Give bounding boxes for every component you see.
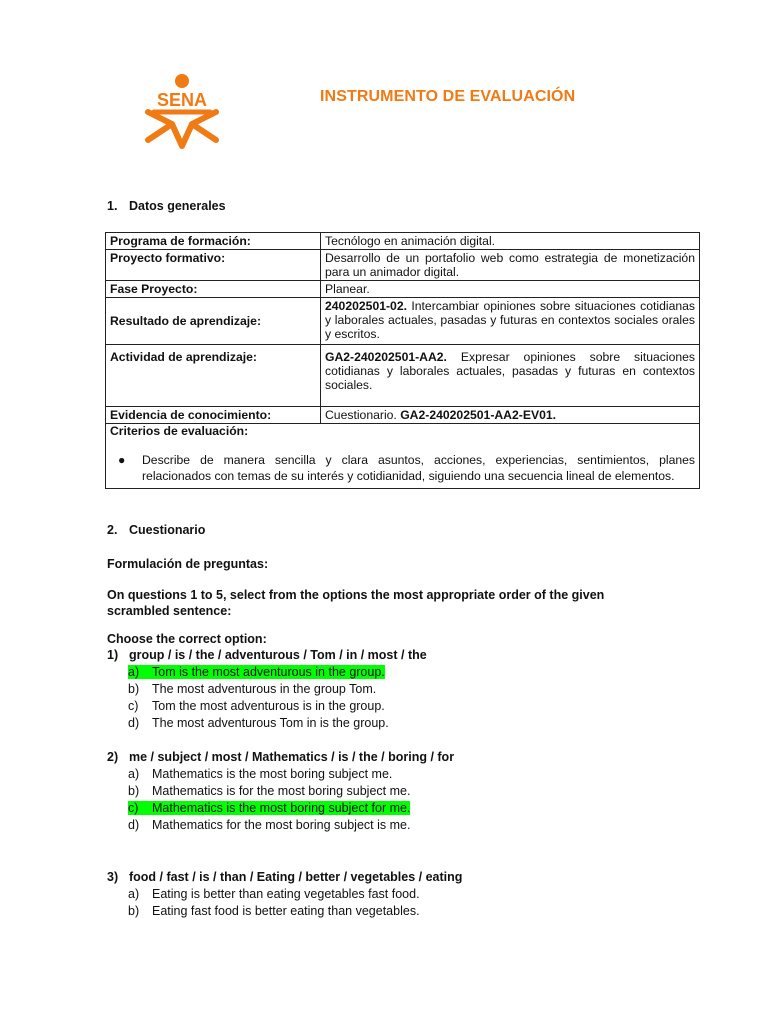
table-row	[106, 233, 700, 250]
criterios-list	[110, 452, 695, 484]
resultado-value: Intercambiar opiniones sobre situaciones cotidianas y laborales actuales, pasadas y futuras en contextos sociales orales y escritos.	[325, 299, 695, 341]
section-heading-cuestionario	[107, 523, 205, 537]
option-a[interactable]	[128, 766, 454, 783]
option-letter: c)	[128, 801, 139, 815]
choose-heading: Choose the correct option:	[107, 632, 267, 646]
option-text: Tom the most adventurous is in the group.	[152, 699, 385, 713]
option-text: Eating is better than eating vegetables fast food.	[152, 887, 420, 901]
table-row	[106, 407, 700, 424]
document-title: INSTRUMENTO DE EVALUACIÓN	[320, 88, 576, 105]
criterios-label: Criterios de evaluación:	[110, 424, 249, 438]
evidencia-cell	[321, 407, 700, 424]
option-a[interactable]	[128, 886, 462, 903]
resultado-code: 240202501-02.	[325, 299, 408, 313]
option-text: The most adventurous in the group Tom.	[152, 682, 377, 696]
option-b[interactable]	[128, 681, 427, 698]
option-letter: c)	[128, 699, 139, 713]
options-list	[107, 886, 462, 920]
proyecto-label: Proyecto formativo:	[106, 250, 321, 281]
table-row	[106, 345, 700, 407]
option-letter: a)	[128, 665, 140, 679]
question-1	[107, 647, 427, 732]
table-row	[106, 250, 700, 281]
option-letter: b)	[128, 682, 140, 696]
options-list	[107, 664, 427, 732]
question-text: group / is / the / adventurous / Tom / in / most / the	[129, 648, 427, 662]
programa-value: Tecnólogo en animación digital.	[321, 233, 700, 250]
datos-generales-table	[105, 232, 700, 489]
criterios-cell	[106, 424, 700, 489]
sena-logo-text: SENA	[156, 90, 208, 110]
evidencia-code: GA2-240202501-AA2-EV01.	[400, 408, 557, 422]
question-number: 2)	[107, 750, 119, 764]
fase-label: Fase Proyecto:	[106, 281, 321, 298]
bullet-icon: ●	[118, 453, 126, 467]
question-2	[107, 749, 454, 834]
proyecto-value: Desarrollo de un portafolio web como estrategia de monetización para un animador digital.	[321, 250, 700, 281]
section-number: 1.	[107, 199, 118, 213]
option-text: The most adventurous Tom in is the group.	[152, 716, 389, 730]
option-letter: b)	[128, 784, 140, 798]
actividad-code: GA2-240202501-AA2.	[325, 350, 447, 364]
answer-highlight	[128, 801, 410, 815]
formulacion-heading: Formulación de preguntas:	[107, 557, 269, 571]
evidencia-label: Evidencia de conocimiento:	[106, 407, 321, 424]
option-b[interactable]	[128, 783, 454, 800]
option-b[interactable]	[128, 903, 462, 920]
resultado-cell	[321, 298, 700, 345]
option-c[interactable]	[128, 698, 427, 715]
option-text: Mathematics is the most boring subject for me.	[152, 801, 411, 815]
question-text: food / fast / is / than / Eating / better / vegetables / eating	[129, 870, 463, 884]
option-a[interactable]	[128, 664, 427, 681]
section-number: 2.	[107, 523, 118, 537]
table-row	[106, 424, 700, 489]
instructions-text: On questions 1 to 5, select from the options the most appropriate order of the given scrambled sentence:	[107, 588, 605, 618]
actividad-value: Expresar opiniones sobre situaciones cotidianas y laborales actuales, pasadas y futuras en contextos sociales.	[325, 350, 695, 392]
option-d[interactable]	[128, 817, 454, 834]
programa-label: Programa de formación:	[106, 233, 321, 250]
fase-value: Planear.	[321, 281, 700, 298]
option-text: Mathematics is the most boring subject me.	[152, 767, 393, 781]
question-number: 1)	[107, 648, 119, 662]
table-row	[106, 281, 700, 298]
question-number: 3)	[107, 870, 119, 884]
option-text: Tom is the most adventurous in the group.	[152, 665, 385, 679]
section-title: Cuestionario	[129, 523, 206, 537]
criterios-item-text: Describe de manera sencilla y clara asuntos, acciones, experiencias, sentimientos, planes relacionados con temas de su interés y cotidianidad, siguiendo una secuencia lineal de elementos.	[142, 453, 695, 483]
sena-logo	[142, 72, 222, 152]
question-prompt	[107, 647, 427, 664]
option-letter: a)	[128, 887, 140, 901]
resultado-label: Resultado de aprendizaje:	[106, 298, 321, 345]
question-text: me / subject / most / Mathematics / is / the / boring / for	[129, 750, 455, 764]
option-c[interactable]	[128, 800, 454, 817]
option-d[interactable]	[128, 715, 427, 732]
option-text: Mathematics is for the most boring subject me.	[152, 784, 411, 798]
option-text: Eating fast food is better eating than vegetables.	[152, 904, 420, 918]
option-text: Mathematics for the most boring subject is me.	[152, 818, 411, 832]
question-3	[107, 869, 462, 920]
option-letter: d)	[128, 716, 140, 730]
option-letter: d)	[128, 818, 140, 832]
actividad-label: Actividad de aprendizaje:	[106, 345, 321, 407]
table-row	[106, 298, 700, 345]
list-item	[110, 452, 695, 484]
evidencia-prefix: Cuestionario.	[325, 408, 401, 422]
option-letter: a)	[128, 767, 140, 781]
section-heading-datos-generales	[107, 199, 226, 213]
question-prompt	[107, 869, 462, 886]
option-letter: b)	[128, 904, 140, 918]
actividad-cell	[321, 345, 700, 407]
options-list	[107, 766, 454, 834]
section-title: Datos generales	[129, 199, 226, 213]
question-prompt	[107, 749, 454, 766]
answer-highlight	[128, 665, 385, 679]
